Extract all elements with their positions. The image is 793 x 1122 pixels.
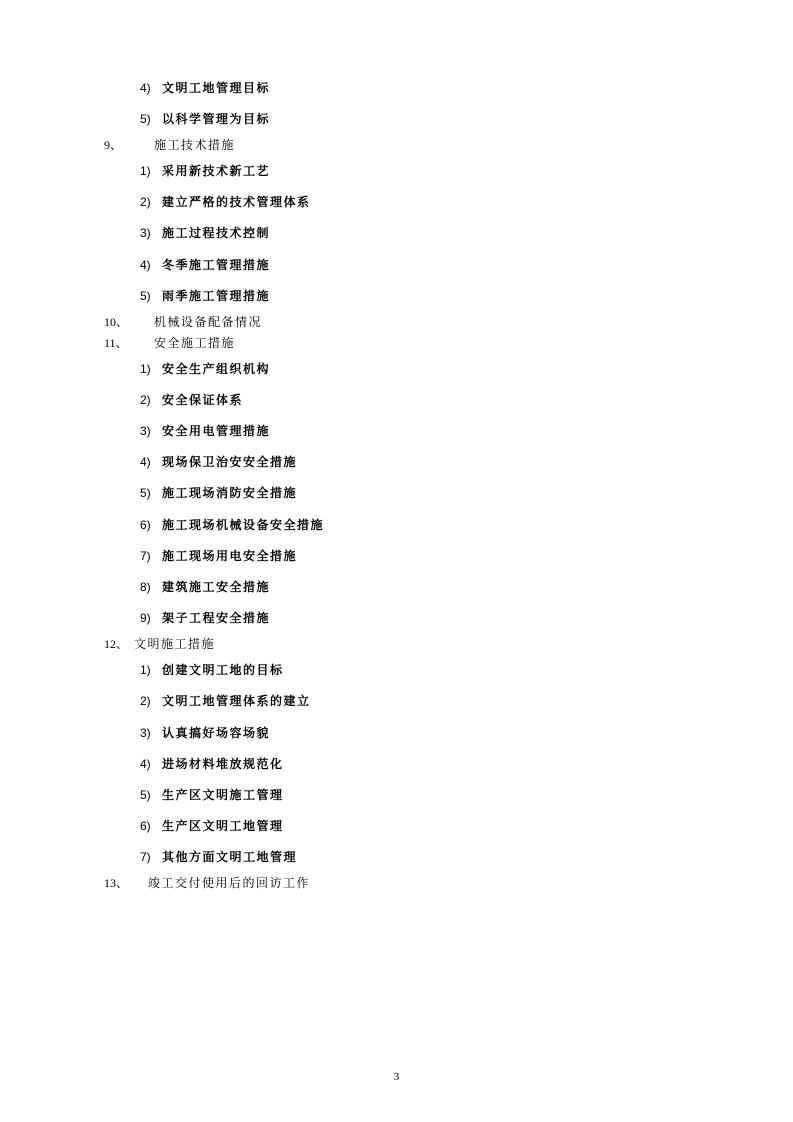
item-text: 安全保证体系 <box>162 393 244 407</box>
item-text: 施工现场用电安全措施 <box>162 549 298 563</box>
item-number: 3) <box>140 424 151 438</box>
item-text: 施工现场消防安全措施 <box>162 486 298 500</box>
section-number: 12、 <box>104 637 129 651</box>
item-number: 2) <box>140 195 151 209</box>
list-item <box>140 361 270 377</box>
item-number: 6) <box>140 518 151 532</box>
section-title: 文明施工措施 <box>134 637 216 651</box>
item-number: 5) <box>140 112 151 126</box>
list-item <box>140 454 297 470</box>
list-item <box>140 225 270 241</box>
item-text: 施工过程技术控制 <box>162 226 271 240</box>
item-number: 2) <box>140 694 151 708</box>
item-text: 生产区文明施工管理 <box>162 788 284 802</box>
section-heading <box>104 636 215 652</box>
item-number: 9) <box>140 611 151 625</box>
item-number: 1) <box>140 663 151 677</box>
section-heading <box>104 314 262 330</box>
list-item <box>140 163 270 179</box>
section-number: 9、 <box>104 138 123 152</box>
item-number: 1) <box>140 164 151 178</box>
item-text: 采用新技术新工艺 <box>162 164 271 178</box>
section-heading <box>104 335 235 351</box>
list-item <box>140 257 270 273</box>
item-number: 6) <box>140 819 151 833</box>
item-number: 5) <box>140 486 151 500</box>
item-number: 3) <box>140 726 151 740</box>
item-text: 以科学管理为目标 <box>162 112 271 126</box>
item-text: 文明工地管理体系的建立 <box>162 694 311 708</box>
item-number: 4) <box>140 258 151 272</box>
item-text: 架子工程安全措施 <box>162 611 271 625</box>
item-number: 4) <box>140 757 151 771</box>
section-title: 安全施工措施 <box>154 336 236 350</box>
list-item <box>140 392 243 408</box>
item-text: 认真搞好场容场貌 <box>162 726 271 740</box>
item-text: 生产区文明工地管理 <box>162 819 284 833</box>
item-text: 现场保卫治安安全措施 <box>162 455 298 469</box>
item-text: 进场材料堆放规范化 <box>162 757 284 771</box>
list-item <box>140 849 297 865</box>
list-item <box>140 288 270 304</box>
list-item <box>140 194 311 210</box>
list-item <box>140 662 284 678</box>
item-text: 其他方面文明工地管理 <box>162 850 298 864</box>
item-number: 5) <box>140 289 151 303</box>
item-number: 3) <box>140 226 151 240</box>
section-number: 11、 <box>104 336 128 350</box>
item-number: 4) <box>140 455 151 469</box>
list-item <box>140 818 284 834</box>
list-item <box>140 111 270 127</box>
item-text: 冬季施工管理措施 <box>162 258 271 272</box>
item-text: 创建文明工地的目标 <box>162 663 284 677</box>
item-text: 施工现场机械设备安全措施 <box>162 518 325 532</box>
item-number: 2) <box>140 393 151 407</box>
section-title: 机械设备配备情况 <box>154 315 263 329</box>
list-item <box>140 787 284 803</box>
item-text: 文明工地管理目标 <box>162 81 271 95</box>
list-item <box>140 610 270 626</box>
item-number: 1) <box>140 362 151 376</box>
item-text: 安全生产组织机构 <box>162 362 271 376</box>
list-item <box>140 693 311 709</box>
section-title: 施工技术措施 <box>154 138 236 152</box>
item-number: 4) <box>140 81 151 95</box>
list-item <box>140 579 270 595</box>
list-item <box>140 80 270 96</box>
item-text: 雨季施工管理措施 <box>162 289 271 303</box>
list-item <box>140 756 284 772</box>
list-item <box>140 485 297 501</box>
list-item <box>140 548 297 564</box>
item-text: 建立严格的技术管理体系 <box>162 195 311 209</box>
section-heading <box>104 875 310 891</box>
list-item <box>140 423 270 439</box>
item-text: 建筑施工安全措施 <box>162 580 271 594</box>
list-item <box>140 517 324 533</box>
section-number: 13、 <box>104 876 129 890</box>
item-number: 8) <box>140 580 151 594</box>
list-item <box>140 725 270 741</box>
section-title: 竣工交付使用后的回访工作 <box>148 876 311 890</box>
item-number: 5) <box>140 788 151 802</box>
item-text: 安全用电管理措施 <box>162 424 271 438</box>
page-number: 3 <box>393 1071 400 1083</box>
section-heading <box>104 137 235 153</box>
section-number: 10、 <box>104 315 129 329</box>
item-number: 7) <box>140 850 151 864</box>
item-number: 7) <box>140 549 151 563</box>
